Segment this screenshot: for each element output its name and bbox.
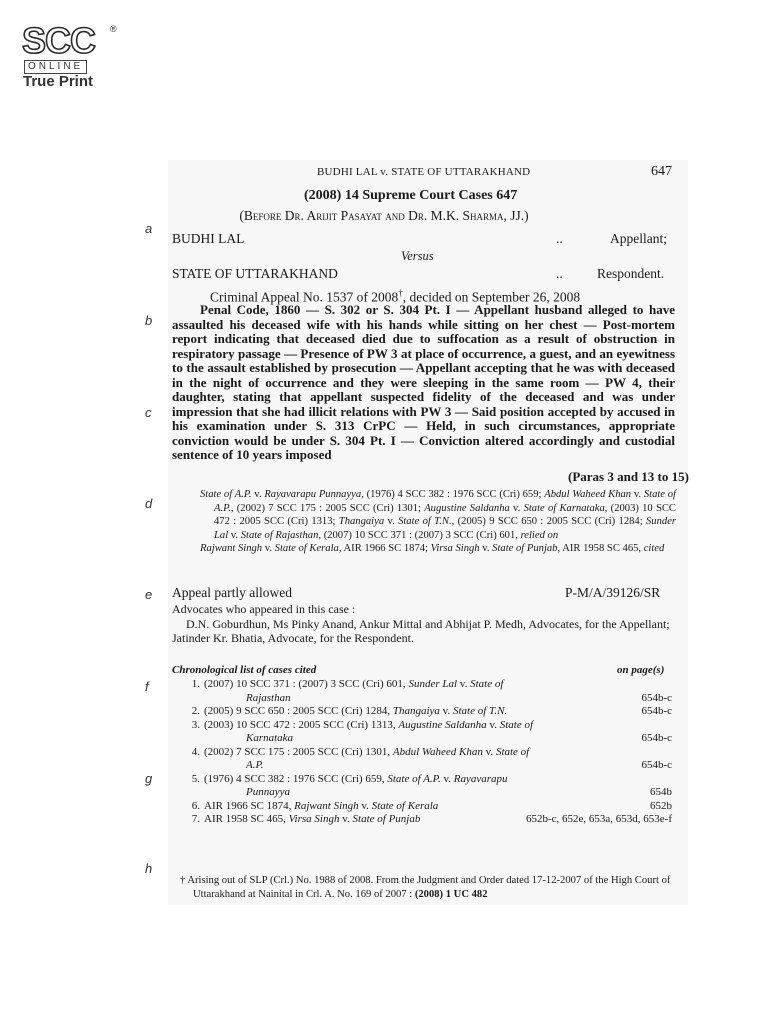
respondent-name: STATE OF UTTARAKHAND	[172, 266, 338, 281]
item-party: State of	[499, 718, 534, 731]
item-v: v.	[457, 678, 471, 690]
margin-letter-e: e	[145, 587, 153, 602]
case-party: Sunder Lal	[214, 516, 677, 541]
item-number: 2.	[191, 705, 200, 717]
item-party: Rayavarapu	[453, 772, 508, 785]
item-page: 654b-c	[641, 732, 672, 744]
advocates-appellant: D.N. Goburdhun, Ms Pinky Anand, Ankur Mittal and Abhijat P. Medh, Advocates, for the Appellant;	[186, 617, 670, 631]
item-number: 7.	[191, 813, 200, 825]
item-citation: (1976) 4 SCC 382 : 1976 SCC (Cri) 659,	[204, 772, 388, 785]
on-pages-heading: on page(s)	[617, 664, 665, 676]
list-item	[178, 705, 676, 719]
case-party: Abdul Waheed Khan	[544, 489, 632, 500]
result-code: P-M/A/39126/SR	[565, 585, 661, 600]
advocates	[172, 617, 676, 645]
respondent-role: Respondent.	[597, 266, 665, 281]
item-citation: AIR 1958 SC 465,	[204, 813, 289, 825]
margin-letter-d: d	[145, 496, 153, 511]
list-item	[178, 800, 676, 814]
footnote-citation: (2008) 1 UC 482	[414, 888, 488, 900]
chronological-heading: Chronological list of cases cited	[172, 664, 317, 676]
case-cite: , (2005) 9 SCC 650 : 2005 SCC (Cri) 1284;	[451, 516, 646, 528]
footnote	[180, 874, 680, 901]
list-item	[178, 678, 676, 705]
advocates-heading: Advocates who appeared in this case :	[172, 602, 356, 616]
case-v: v.	[251, 489, 265, 500]
case-v: v.	[509, 502, 524, 514]
case-v: v.	[262, 543, 275, 555]
cases-relied-on	[200, 488, 676, 542]
logo-registered-mark: ®	[110, 24, 117, 34]
case-v: v.	[228, 529, 241, 541]
footnote-text	[180, 874, 680, 901]
item-party-cont: A.P.	[246, 759, 264, 771]
list-item	[178, 746, 676, 773]
respondent-dots: ..	[556, 266, 563, 281]
case-party: State of Rajasthan	[240, 529, 319, 541]
item-party: Rajwant Singh	[294, 799, 359, 812]
case-party: Thangaiya	[338, 516, 385, 528]
page-number: 647	[651, 164, 672, 179]
bench-before: Before	[243, 208, 282, 223]
item-party: State of Kerala	[371, 799, 439, 812]
case-party: State of T.N.	[398, 516, 452, 528]
case-cite: , (2007) 10 SCC 371 : (2007) 3 SCC (Cri) 601,	[318, 529, 521, 541]
scc-online-logo	[20, 22, 120, 92]
margin-letter-a: a	[145, 221, 153, 236]
item-party: State of Punjab	[352, 813, 421, 825]
bench-close: )	[524, 208, 529, 223]
footnote-mark: †	[180, 875, 186, 886]
appellant-name: BUDHI LAL	[172, 231, 245, 246]
item-citation: (2005) 9 SCC 650 : 2005 SCC (Cri) 1284,	[204, 705, 393, 717]
case-cite: , AIR 1966 SC 1874;	[338, 543, 431, 555]
item-number: 6.	[191, 799, 200, 812]
item-page: 654b	[650, 786, 672, 798]
item-party: Abdul Waheed Khan	[392, 745, 483, 758]
case-party: Augustine Saldanha	[424, 502, 510, 514]
appellant-dots: ..	[556, 231, 563, 246]
logo-brand: SCC	[22, 20, 96, 61]
running-title: BUDHI LAL v. STATE OF UTTARAKHAND	[317, 166, 531, 178]
bench-judges: Dr. Arijit Pasayat and Dr. M.K. Sharma, JJ.	[284, 208, 525, 223]
cases-referred	[200, 488, 676, 556]
decided-date: , decided on September 26, 2008	[402, 289, 581, 305]
item-citation: AIR 1966 SC 1874,	[204, 799, 295, 812]
item-page: 652b	[650, 799, 672, 812]
margin-letter-b: b	[145, 313, 153, 328]
item-party-cont: Punnayya	[246, 786, 290, 798]
treatment-label: cited	[643, 543, 665, 555]
bench-open: (	[239, 208, 244, 223]
case-citation: (2008) 14 Supreme Court Cases 647	[304, 188, 518, 203]
item-page: 652b-c, 652e, 653a, 653d, 653e-f	[525, 813, 672, 825]
case-party: State of A.P.	[200, 489, 252, 500]
item-party: State of T.N.	[452, 705, 508, 717]
item-party: State of	[470, 678, 504, 690]
case-cite: , (2002) 7 SCC 175 : 2005 SCC (Cri) 1301;	[230, 502, 425, 514]
case-party: State of Kerala	[274, 543, 339, 555]
item-v: v.	[439, 705, 453, 717]
logo-tagline: True Print	[23, 73, 94, 90]
item-number: 4.	[191, 745, 200, 758]
appellant-role: Appellant;	[610, 231, 667, 246]
item-v: v.	[482, 745, 496, 758]
bench	[0, 208, 768, 224]
headnote	[172, 303, 675, 463]
case-party: State of Karnataka	[523, 502, 605, 514]
appeal-number: Criminal Appeal No. 1537 of 2008	[210, 289, 399, 305]
case-cite: , AIR 1958 SC 465,	[557, 543, 644, 555]
case-party: State of Punjab	[492, 543, 558, 555]
logo-online: ONLINE	[24, 60, 87, 74]
margin-letter-f: f	[145, 679, 149, 694]
case-cite: , (1976) 4 SCC 382 : 1976 SCC (Cri) 659;	[361, 489, 545, 500]
list-item	[178, 719, 676, 746]
item-v: v.	[486, 718, 500, 731]
item-page: 654b-c	[641, 691, 672, 704]
treatment-label: relied on	[520, 529, 559, 541]
headnote-text: Penal Code, 1860 — S. 302 or S. 304 Pt. I — Appellant husband alleged to have assaulted his deceased wife with his hands while sitting on her chest — Post-mortem report indicating that deceased died due to suffocation as a result of obstruction in respiratory passage — Presence of PW 3 at place of occurrence, a guest, and an eyewitness to the assault established by prosecution — Appellant accepting that he was with deceased in the night of occurrence and they were sleeping in the same room — PW 4, their daughter, stating that appellant suspected fidelity of the deceased and was under impression that she had illicit relations with PW 3 — Said position accepted by accused in his examination under S. 313 CrPC — Held, in such circumstances, appropriate conviction would be under S. 304 Pt. I — Conviction altered accordingly and custodial sentence of 10 years imposed	[172, 302, 675, 462]
item-party: State of	[495, 745, 530, 758]
item-page: 654b-c	[641, 705, 672, 717]
item-citation: (2007) 10 SCC 371 : (2007) 3 SCC (Cri) 601,	[204, 678, 409, 690]
item-page: 654b-c	[641, 759, 672, 771]
case-party: Rajwant Singh	[200, 543, 263, 555]
advocates-respondent: Jatinder Kr. Bhatia, Advocate, for the Respondent.	[172, 631, 414, 645]
item-citation: (2002) 7 SCC 175 : 2005 SCC (Cri) 1301,	[204, 745, 393, 758]
cases-cited	[200, 542, 676, 556]
item-number: 3.	[191, 718, 200, 731]
item-party: Virsa Singh	[288, 813, 340, 825]
case-party: Rayavarapu Punnayya	[264, 489, 362, 500]
item-party-cont: Rajasthan	[246, 691, 291, 704]
case-cite: , (2003) 10 SCC 472 : 2005 SCC (Cri) 1313;	[214, 502, 676, 528]
margin-letter-g: g	[145, 771, 153, 786]
list-item	[178, 773, 676, 800]
item-citation: (2003) 10 SCC 472 : 2005 SCC (Cri) 1313,	[204, 718, 399, 731]
case-party: Virsa Singh	[430, 543, 480, 555]
case-v: v.	[631, 489, 644, 500]
dagger-mark: †	[398, 288, 403, 298]
item-party: Thangaiya	[392, 705, 440, 717]
chronological-list	[178, 678, 676, 827]
list-item	[178, 813, 676, 827]
margin-letter-c: c	[145, 405, 152, 420]
paras-reference: (Paras 3 and 13 to 15)	[568, 469, 689, 484]
item-v: v.	[440, 772, 454, 785]
case-party: State of A.P.	[214, 489, 676, 514]
item-party: State of A.P.	[387, 772, 441, 785]
item-party-cont: Karnataka	[246, 732, 294, 744]
versus: Versus	[401, 249, 434, 263]
result: Appeal partly allowed	[172, 585, 292, 600]
item-v: v.	[358, 799, 372, 812]
footnote-body: Arising out of SLP (Crl.) No. 1988 of 2008. From the Judgment and Order dated 17-12-2007 of the High Court of Uttarakhand at Nainital in Crl. A. No. 169 of 2007 :	[185, 875, 671, 900]
item-number: 1.	[191, 678, 200, 690]
case-v: v.	[479, 543, 493, 555]
item-party: Augustine Saldanha	[398, 718, 487, 731]
item-v: v.	[339, 813, 353, 825]
item-number: 5.	[191, 772, 200, 785]
item-party: Sunder Lal	[408, 678, 458, 690]
case-v: v.	[384, 516, 399, 528]
margin-letter-h: h	[145, 861, 153, 876]
